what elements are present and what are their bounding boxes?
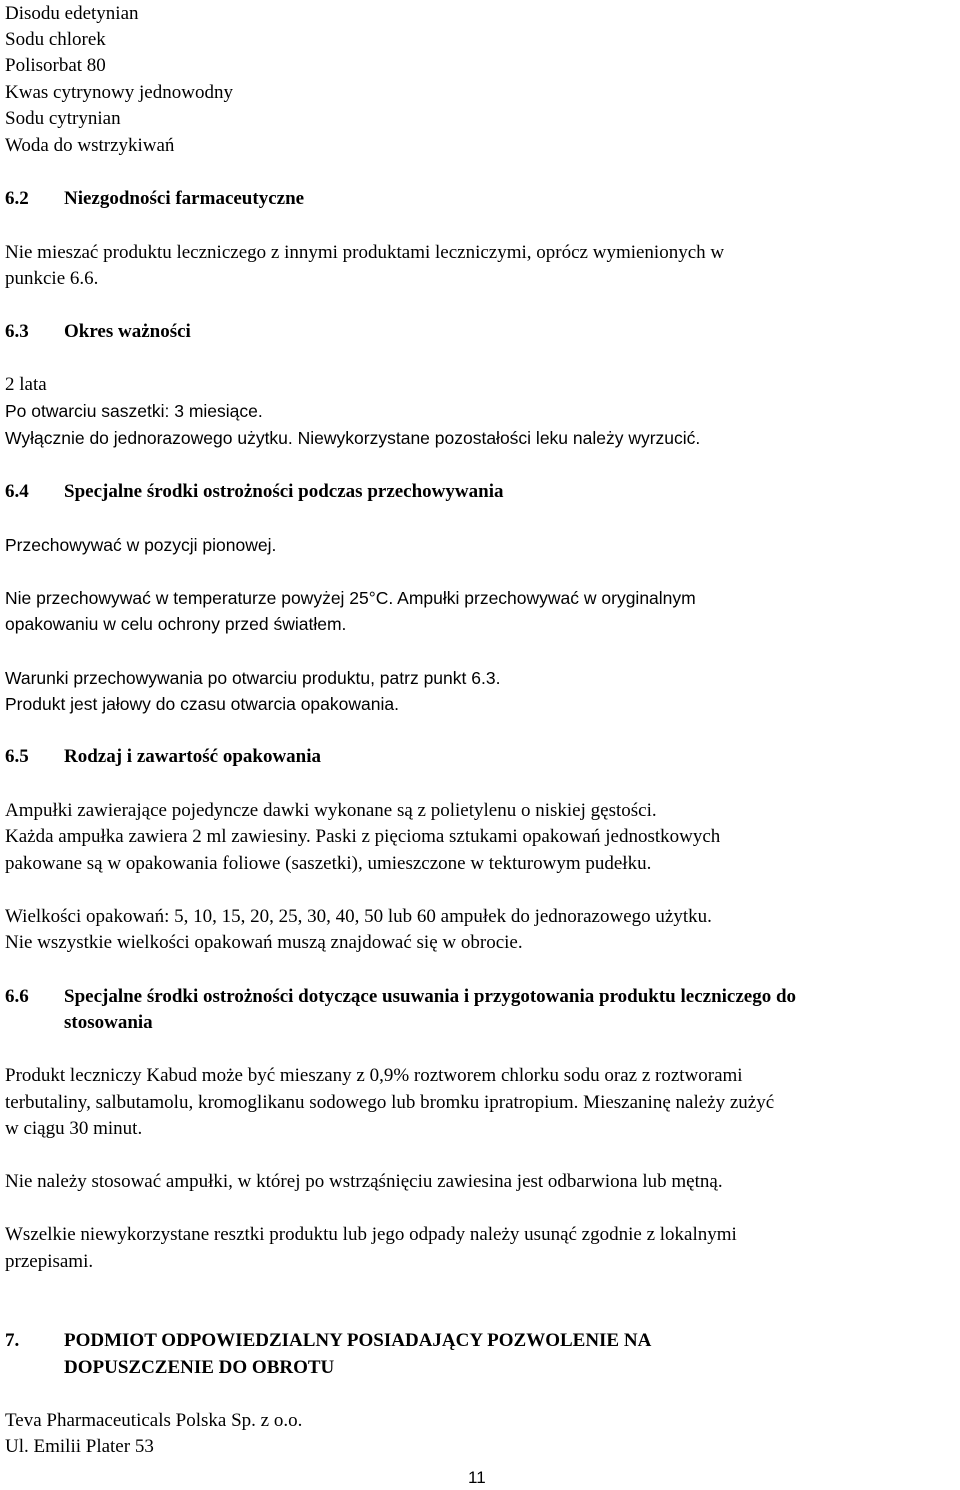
section-6-4-title: Specjalne środki ostrożności podczas przechowywania: [64, 481, 504, 502]
pack-sizes-text: Nie wszystkie wielkości opakowań muszą znajdować się w obrocie.: [5, 932, 523, 953]
pack-sizes-text: Wielkości opakowań: 5, 10, 15, 20, 25, 30, 40, 50 lub 60 ampułek do jednorazowego użytku.: [5, 906, 712, 927]
disposal-text: przepisami.: [5, 1251, 94, 1272]
packaging-text: Każda ampułka zawiera 2 ml zawiesiny. Paski z pięcioma sztukami opakowań jednostkowych: [5, 826, 721, 847]
after-opening-text: Po otwarciu saszetki: 3 miesiące.: [5, 401, 263, 421]
section-6-4-number: 6.4: [5, 481, 29, 502]
section-6-2-text: Nie mieszać produktu leczniczego z innymi produktami leczniczymi, oprócz wymienionych w: [5, 242, 725, 263]
storage-text: Produkt jest jałowy do czasu otwarcia opakowania.: [5, 694, 399, 714]
disposal-text: Produkt leczniczy Kabud może być mieszany z 0,9% roztworem chlorku sodu oraz z roztworami: [5, 1065, 743, 1086]
ingredient-line: Kwas cytrynowy jednowodny: [5, 82, 233, 103]
storage-text: Nie przechowywać w temperaturze powyżej 25°C. Ampułki przechowywać w oryginalnym: [5, 588, 696, 608]
company-address: Ul. Emilii Plater 53: [5, 1436, 154, 1457]
ingredient-line: Polisorbat 80: [5, 55, 106, 76]
section-7-number: 7.: [5, 1330, 20, 1351]
shelf-life-text: 2 lata: [5, 374, 47, 395]
section-6-3-number: 6.3: [5, 321, 29, 342]
section-6-2-number: 6.2: [5, 188, 29, 209]
company-name: Teva Pharmaceuticals Polska Sp. z o.o.: [5, 1410, 303, 1431]
section-7-title: DOPUSZCZENIE DO OBROTU: [64, 1357, 335, 1378]
section-6-6-title: Specjalne środki ostrożności dotyczące usuwania i przygotowania produktu leczniczego do: [64, 986, 797, 1007]
ingredient-line: Sodu cytrynian: [5, 108, 121, 129]
ingredient-line: Disodu edetynian: [5, 3, 139, 24]
disposal-text: terbutaliny, salbutamolu, kromoglikanu sodowego lub bromku ipratropium. Mieszaninę należy zużyć: [5, 1092, 775, 1113]
disposal-text: Nie należy stosować ampułki, w której po wstrząśnięciu zawiesina jest odbarwiona lub mętną.: [5, 1171, 723, 1192]
section-6-6-number: 6.6: [5, 986, 29, 1007]
storage-text: Przechowywać w pozycji pionowej.: [5, 535, 277, 555]
single-use-text: Wyłącznie do jednorazowego użytku. Niewykorzystane pozostałości leku należy wyrzucić.: [5, 428, 701, 448]
storage-text: Warunki przechowywania po otwarciu produktu, patrz punkt 6.3.: [5, 668, 501, 688]
section-6-5-number: 6.5: [5, 746, 29, 767]
section-6-2-text: punkcie 6.6.: [5, 268, 99, 289]
section-6-5-title: Rodzaj i zawartość opakowania: [64, 746, 322, 767]
storage-text: opakowaniu w celu ochrony przed światłem.: [5, 614, 347, 634]
packaging-text: pakowane są w opakowania foliowe (saszetki), umieszczone w tekturowym pudełku.: [5, 853, 652, 874]
disposal-text: w ciągu 30 minut.: [5, 1118, 143, 1139]
ingredient-line: Woda do wstrzykiwań: [5, 135, 175, 156]
section-6-6-title: stosowania: [64, 1012, 153, 1033]
disposal-text: Wszelkie niewykorzystane resztki produktu lub jego odpady należy usunąć zgodnie z lokalnymi: [5, 1224, 737, 1245]
section-6-2-title: Niezgodności farmaceutyczne: [64, 188, 305, 209]
page-number: 11: [468, 1468, 486, 1487]
section-6-3-title: Okres ważności: [64, 321, 191, 342]
ingredient-line: Sodu chlorek: [5, 29, 106, 50]
section-7-title: PODMIOT ODPOWIEDZIALNY POSIADAJĄCY POZWOLENIE NA: [64, 1330, 652, 1351]
packaging-text: Ampułki zawierające pojedyncze dawki wykonane są z polietylenu o niskiej gęstości.: [5, 800, 657, 821]
